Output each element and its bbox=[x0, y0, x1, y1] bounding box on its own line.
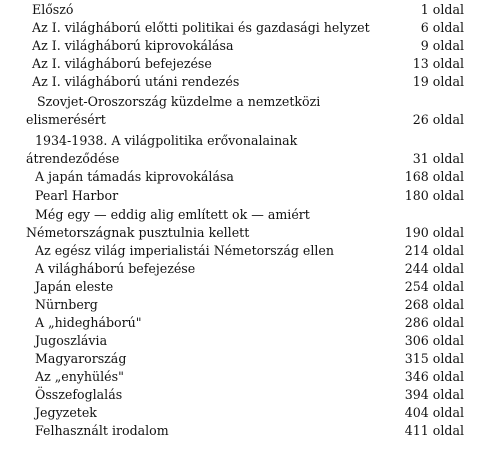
toc-entry-title: Nürnberg bbox=[35, 297, 98, 312]
toc-entry-title: Az „enyhülés" bbox=[35, 369, 124, 384]
toc-entry bbox=[0, 168, 480, 186]
toc-entry-title: Az egész világ imperialistái Németország ellen bbox=[35, 243, 334, 258]
toc-entry-page: 13 oldal bbox=[412, 56, 464, 71]
toc-entry-title: Előszó bbox=[32, 2, 74, 17]
toc-entry bbox=[0, 150, 480, 168]
toc-entry-title: Pearl Harbor bbox=[35, 188, 119, 203]
toc-entry-page: 394 oldal bbox=[404, 387, 464, 402]
toc-entry-page: 26 oldal bbox=[412, 112, 464, 127]
toc-entry bbox=[0, 350, 480, 368]
toc-entry bbox=[0, 19, 480, 37]
toc-entry-page: 404 oldal bbox=[404, 405, 464, 420]
toc-entry-title: A világháború befejezése bbox=[35, 261, 196, 276]
toc-entry-title: átrendeződése bbox=[26, 151, 120, 166]
toc-entry-title: Az I. világháború kiprovokálása bbox=[32, 38, 234, 53]
toc-entry-title: Japán eleste bbox=[35, 279, 114, 294]
toc-entry bbox=[0, 1, 480, 19]
toc-entry-title: Összefoglalás bbox=[35, 387, 123, 402]
toc-entry bbox=[0, 55, 480, 73]
toc-entry bbox=[0, 332, 480, 350]
toc-entry bbox=[0, 187, 480, 205]
toc-entry-page: 19 oldal bbox=[412, 74, 464, 89]
toc-entry-title: Az I. világháború befejezése bbox=[32, 56, 212, 71]
toc-entry bbox=[0, 73, 480, 91]
toc-entry-page: 180 oldal bbox=[404, 188, 464, 203]
toc-entry-title: elismerésért bbox=[26, 112, 106, 127]
toc-entry-page: 168 oldal bbox=[404, 169, 464, 184]
toc-entry-title: Jegyzetek bbox=[35, 405, 97, 420]
toc-entry-title: Felhasznált irodalom bbox=[35, 423, 169, 438]
toc-entry bbox=[0, 111, 480, 129]
toc-entry bbox=[0, 206, 480, 224]
toc-entry-title: Az I. világháború utáni rendezés bbox=[32, 74, 240, 89]
toc-entry-title: 1934-1938. A világpolitika erővonalainak bbox=[35, 133, 298, 148]
toc-entry bbox=[0, 260, 480, 278]
toc-entry bbox=[0, 296, 480, 314]
toc-entry-page: 346 oldal bbox=[404, 369, 464, 384]
toc-entry-title: A japán támadás kiprovokálása bbox=[35, 169, 234, 184]
toc-entry-page: 411 oldal bbox=[404, 423, 464, 438]
toc-entry bbox=[0, 242, 480, 260]
toc-entry bbox=[0, 368, 480, 386]
toc-entry-page: 268 oldal bbox=[404, 297, 464, 312]
toc-entry bbox=[0, 132, 480, 150]
toc-entry-title: Magyarország bbox=[35, 351, 127, 366]
toc-entry-page: 315 oldal bbox=[404, 351, 464, 366]
toc-entry-title: Az I. világháború előtti politikai és gazdasági helyzet bbox=[32, 20, 370, 35]
toc-entry-page: 6 oldal bbox=[420, 20, 464, 35]
toc-entry-title: Szovjet-Oroszország küzdelme a nemzetközi bbox=[37, 94, 321, 109]
toc-entry-page: 306 oldal bbox=[404, 333, 464, 348]
toc-entry-page: 9 oldal bbox=[420, 38, 464, 53]
toc-entry-title: Jugoszlávia bbox=[35, 333, 108, 348]
toc-entry-page: 1 oldal bbox=[420, 2, 464, 17]
toc-entry-page: 244 oldal bbox=[404, 261, 464, 276]
toc-entry bbox=[0, 404, 480, 422]
toc-entry-title: A „hidegháború" bbox=[35, 315, 142, 330]
toc-entry-page: 214 oldal bbox=[404, 243, 464, 258]
toc-entry bbox=[0, 422, 480, 440]
toc-entry bbox=[0, 93, 480, 111]
toc-entry bbox=[0, 314, 480, 332]
toc-entry bbox=[0, 224, 480, 242]
toc-entry-page: 31 oldal bbox=[412, 151, 464, 166]
toc-entry bbox=[0, 37, 480, 55]
toc-entry-page: 190 oldal bbox=[404, 225, 464, 240]
toc-entry bbox=[0, 386, 480, 404]
toc-entry-page: 286 oldal bbox=[404, 315, 464, 330]
toc-entry-title: Németországnak pusztulnia kellett bbox=[26, 225, 250, 240]
toc-entry bbox=[0, 278, 480, 296]
toc-entry-page: 254 oldal bbox=[404, 279, 464, 294]
toc-entry-title: Még egy — eddig alig említett ok — amiért bbox=[35, 207, 310, 222]
